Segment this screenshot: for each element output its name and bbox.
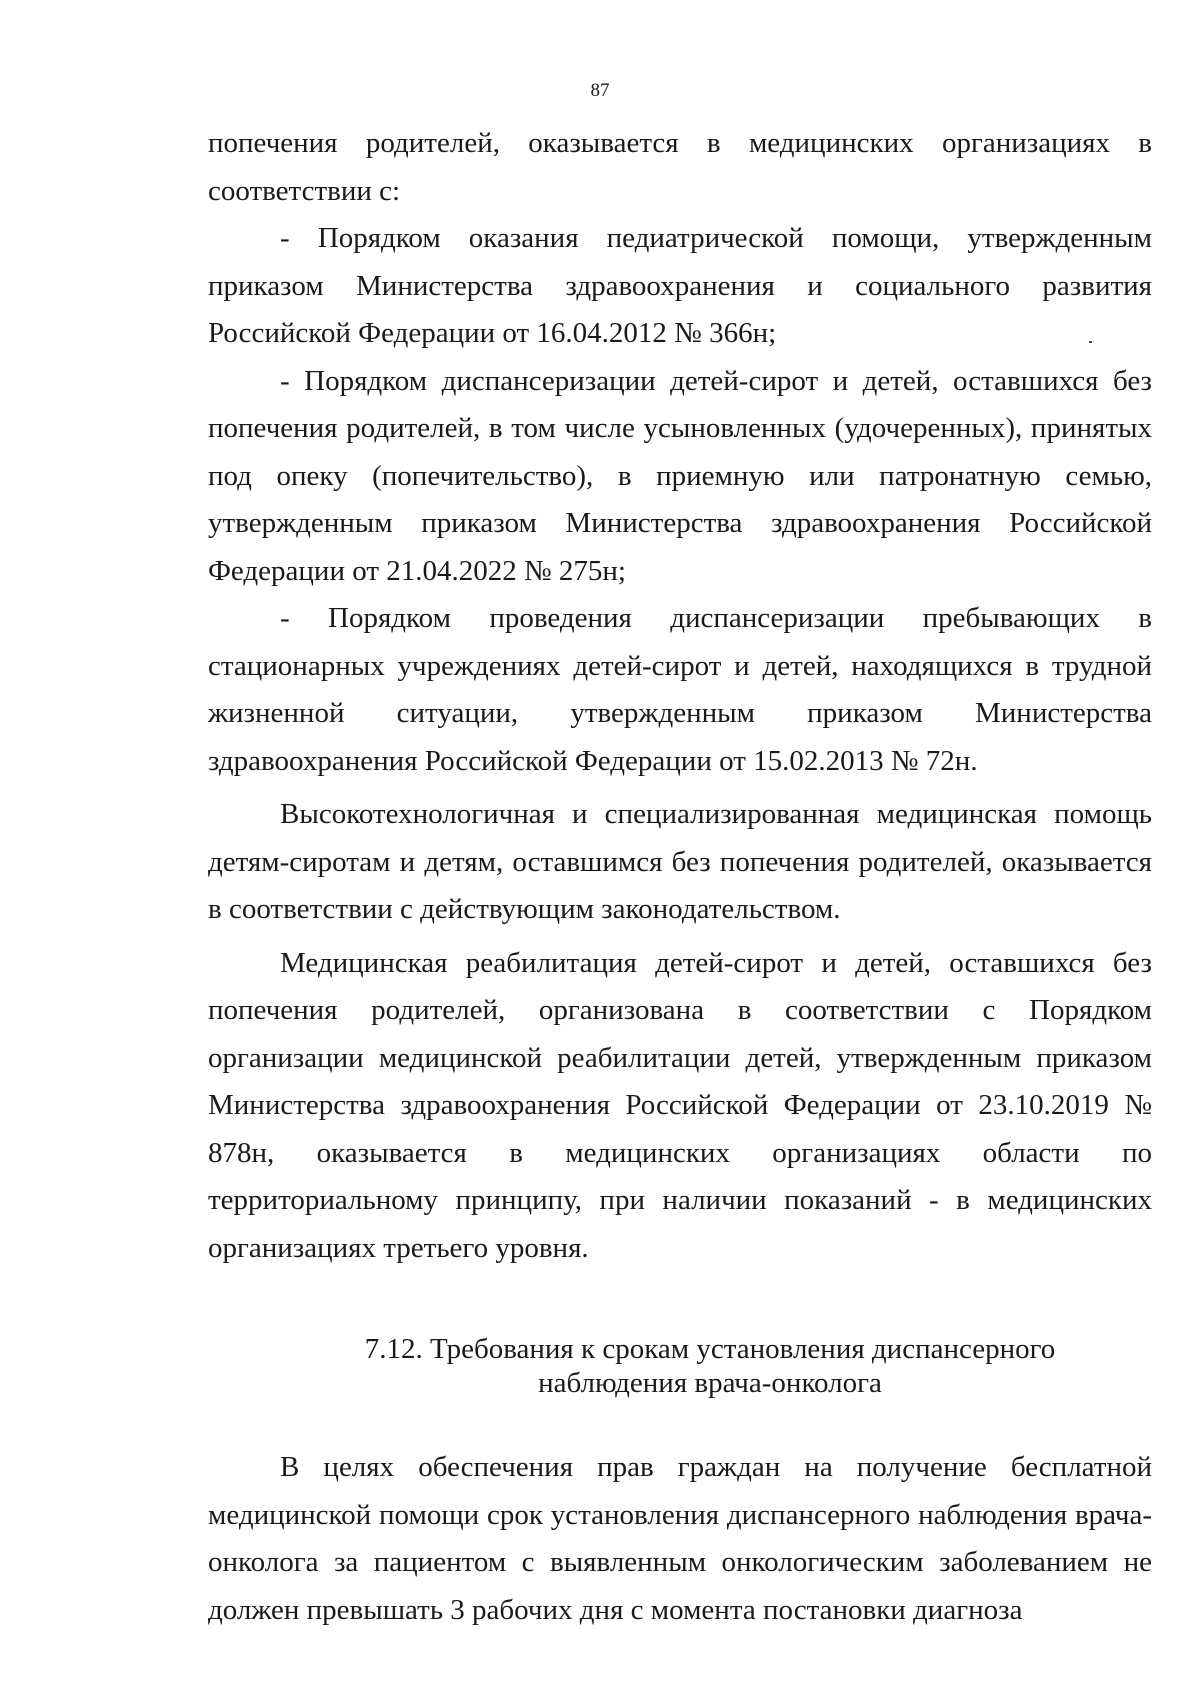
- paragraph-high-tech-care: Высокотехнологичная и специализированная медицинская помощь детям-сиротам и детям, оставшимся без попечения родителей, оказывается в соответствии с действующим законодательством.: [208, 798, 1152, 925]
- list-item-dispensary-order: - Порядком диспансеризации детей-сирот и детей, оставшихся без попечения родителей, в том числе усыновленных (удочеренных), принятых под опеку (попечительство), в приемную или патронатную семью, утвержденным приказом Министерства здравоохранения Российской Федерации от 21.04.2022 № 275н;: [208, 364, 1152, 587]
- section-heading-line-2: наблюдения врача-онколога: [538, 1367, 882, 1399]
- list-item-inpatient-dispensary-order: - Порядком проведения диспансеризации пребывающих в стационарных учреждениях детей-сирот и детей, находящихся в трудной жизненной ситуации, утвержденным приказом Министерства здравоохранения Российской Федерации от 15.02.2013 № 72н.: [208, 602, 1152, 777]
- paragraph-continuation: попечения родителей, оказывается в медицинских организациях в соответствии с:: [208, 127, 1152, 207]
- page-number: 87: [590, 80, 610, 101]
- list-item-pediatric-order: - Порядком оказания педиатрической помощи, утвержденным приказом Министерства здравоохранения и социального развития Российской Федерации от 16.04.2012 № 366н;: [208, 222, 1152, 349]
- section-heading: [208, 1332, 1152, 1400]
- paragraph-rehabilitation: Медицинская реабилитация детей-сирот и детей, оставшихся без попечения родителей, организована в соответствии с Порядком организации медицинской реабилитации детей, утвержденным приказом Министерства здравоохранения Российской Федерации от 23.10.2019 № 878н, оказывается в медицинских организациях области по территориальному принципу, при наличии показаний - в медицинских организациях третьего уровня.: [208, 946, 1152, 1264]
- paragraph-oncology-deadline: В целях обеспечения прав граждан на получение бесплатной медицинской помощи срок установления диспансерного наблюдения врача-онколога за пациентом с выявленным онкологическим заболеванием не должен превышать 3 рабочих дня с момента постановки диагноза: [208, 1451, 1152, 1626]
- document-body: [208, 120, 1152, 1634]
- section-heading-line-1: 7.12. Требования к срокам установления диспансерного: [364, 1333, 1056, 1365]
